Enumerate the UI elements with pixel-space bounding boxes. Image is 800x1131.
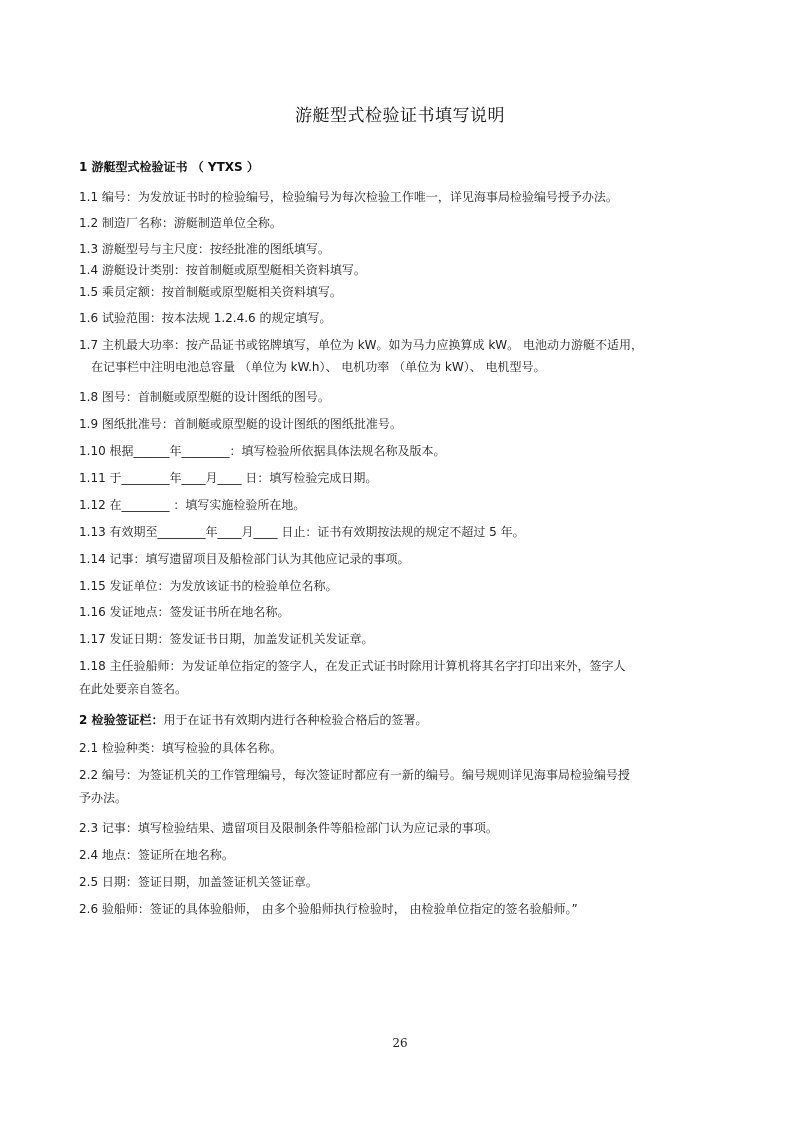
item-1-18: 1.18 主任验船师：为发证单位指定的签字人，在发正式证书时除用计算机将其名字打印出来外，签字人 <box>79 659 626 673</box>
item-2-2-continued: 予办法。 <box>79 791 128 805</box>
item-1-1: 1.1 编号：为发放证书时的检验编号，检验编号为每次检验工作唯一，详见海事局检验编号授予办法。 <box>79 190 618 204</box>
item-1-15: 1.15 发证单位：为发放该证书的检验单位名称。 <box>79 579 338 593</box>
item-1-4: 1.4 游艇设计类别：按首制艇或原型艇相关资料填写。 <box>79 263 366 277</box>
page-number: 26 <box>392 1036 408 1050</box>
item-1-7-continued: 在记事栏中注明电池总容量 （单位为 kW.h）、 电机功率 （单位为 kW）、 电机型号。 <box>91 360 546 374</box>
item-2-2: 2.2 编号：为签证机关的工作管理编号，每次签证时都应有一新的编号。编号规则详见海事局检验编号授 <box>79 768 630 782</box>
section-2-heading-text: 用于在证书有效期内进行各种检验合格后的签署。 <box>163 713 428 727</box>
item-1-5: 1.5 乘员定额：按首制艇或原型艇相关资料填写。 <box>79 285 342 299</box>
item-2-3: 2.3 记事：填写检验结果、遗留项目及限制条件等船检部门认为应记录的事项。 <box>79 821 498 835</box>
item-1-11: 1.11 于________年____月____ 日：填写检验完成日期。 <box>79 471 378 485</box>
item-2-5: 2.5 日期：签证日期，加盖签证机关签证章。 <box>79 875 318 889</box>
item-1-16: 1.16 发证地点：签发证书所在地名称。 <box>79 605 290 619</box>
document-title: 游艇型式检验证书填写说明 <box>295 106 505 126</box>
item-1-3: 1.3 游艇型号与主尺度：按经批准的图纸填写。 <box>79 242 330 256</box>
item-1-7: 1.7 主机最大功率：按产品证书或铭牌填写，单位为 kW。如为马力应换算成 kW。 电池动力游艇不适用， <box>79 338 643 352</box>
item-1-13: 1.13 有效期至________年____月____ 日止：证书有效期按法规的规定不超过 5 年。 <box>79 525 525 539</box>
item-1-17: 1.17 发证日期：签发证书日期，加盖发证机关发证章。 <box>79 632 374 646</box>
section-2-heading-label: 2 检验签证栏： <box>79 713 164 727</box>
item-1-8: 1.8 图号：首制艇或原型艇的设计图纸的图号。 <box>79 390 330 404</box>
section-1-heading: 1 游艇型式检验证书 （ YTXS ） <box>79 160 259 174</box>
item-1-6: 1.6 试验范围：按本法规 1.2.4.6 的规定填写。 <box>79 311 332 325</box>
item-1-14: 1.14 记事：填写遗留项目及船检部门认为其他应记录的事项。 <box>79 552 410 566</box>
item-2-6: 2.6 验船师：签证的具体验船师， 由多个验船师执行检验时， 由检验单位指定的签名验船师。” <box>79 902 578 916</box>
item-1-10: 1.10 根据______年________：填写检验所依据具体法规名称及版本。 <box>79 444 446 458</box>
item-1-2: 1.2 制造厂名称：游艇制造单位全称。 <box>79 216 282 230</box>
item-1-9: 1.9 图纸批准号：首制艇或原型艇的设计图纸的图纸批准号。 <box>79 417 402 431</box>
item-1-18-continued: 在此处要亲自签名。 <box>79 682 188 696</box>
item-1-12: 1.12 在________ ：填写实施检验所在地。 <box>79 498 306 512</box>
item-2-4: 2.4 地点：签证所在地名称。 <box>79 848 234 862</box>
section-2-heading <box>79 711 428 728</box>
item-2-1: 2.1 检验种类：填写检验的具体名称。 <box>79 741 282 755</box>
